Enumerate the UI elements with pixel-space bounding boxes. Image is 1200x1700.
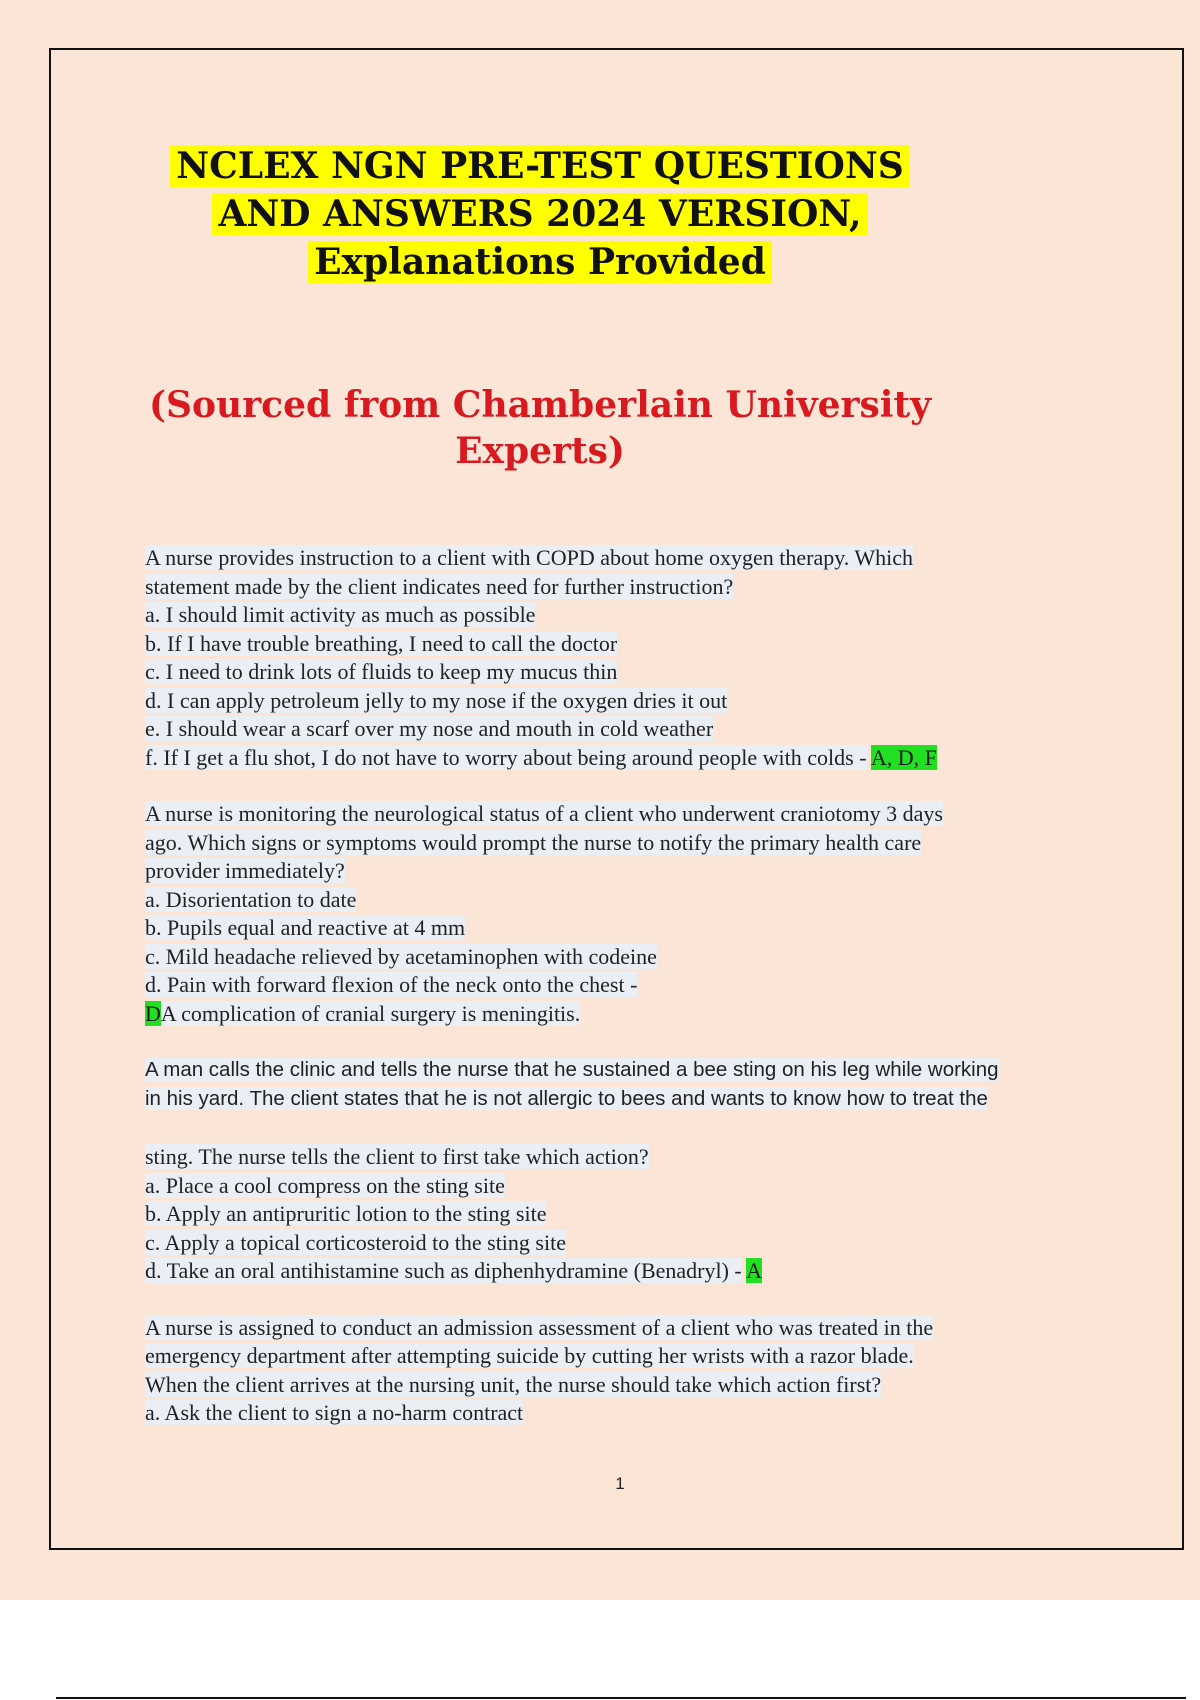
title-line-3: Explanations Provided: [100, 238, 980, 286]
correct-answer-highlight: A, D, F: [870, 744, 937, 770]
answer-option: d. Pain with forward flexion of the neck onto the chest -: [145, 972, 638, 997]
page-number: 1: [615, 1474, 625, 1493]
question-stem-line: provider immediately?: [145, 858, 345, 883]
question-stem-line: A man calls the clinic and tells the nurse that he sustained a bee sting on his leg while working: [145, 1058, 999, 1081]
answer-option: b. Apply an antipruritic lotion to the sting site: [145, 1201, 547, 1226]
answer-option: c. Mild headache relieved by acetaminophen with codeine: [145, 943, 657, 969]
answer-option: a. I should limit activity as much as possible: [145, 602, 536, 627]
question-stem-line: sting. The nurse tells the client to first take which action?: [145, 1144, 649, 1169]
correct-answer-highlight: D: [145, 1000, 161, 1026]
question-2: [145, 800, 1095, 1028]
question-3: [145, 1056, 1095, 1286]
document-title: [100, 142, 980, 286]
title-line-1: NCLEX NGN PRE-TEST QUESTIONS: [100, 142, 980, 190]
subtitle-line-2: Experts): [455, 430, 625, 472]
correct-answer-highlight: A: [746, 1258, 762, 1283]
answer-option: a. Place a cool compress on the sting site: [145, 1172, 505, 1198]
bottom-divider: [56, 1697, 1186, 1699]
question-stem-line: ago. Which signs or symptoms would prompt the nurse to notify the primary health care: [145, 829, 922, 855]
question-stem-line: A nurse is monitoring the neurological status of a client who underwent craniotomy 3 days: [145, 801, 943, 826]
document-subtitle: [100, 382, 980, 474]
page-break-gap: [145, 1113, 1095, 1143]
answer-option: f. If I get a flu shot, I do not have to worry about being around people with colds - A, D, F: [145, 744, 937, 770]
answer-option: a. Disorientation to date: [145, 886, 357, 912]
answer-explanation: DA complication of cranial surgery is meningitis.: [145, 1000, 581, 1026]
answer-option: d. I can apply petroleum jelly to my nose if the oxygen dries it out: [145, 687, 728, 713]
title-line-2: AND ANSWERS 2024 VERSION,: [100, 190, 980, 238]
question-stem-line: statement made by the client indicates need for further instruction?: [145, 573, 734, 599]
question-stem-line: When the client arrives at the nursing unit, the nurse should take which action first?: [145, 1371, 882, 1397]
answer-option: b. If I have trouble breathing, I need to call the doctor: [145, 630, 618, 656]
question-stem-line: in his yard. The client states that he is not allergic to bees and wants to know how to treat the: [145, 1086, 988, 1110]
answer-option: e. I should wear a scarf over my nose and mouth in cold weather: [145, 716, 714, 741]
question-1: [145, 544, 1095, 772]
question-stem-line: A nurse provides instruction to a client with COPD about home oxygen therapy. Which: [145, 545, 914, 570]
answer-option: a. Ask the client to sign a no-harm contract: [145, 1400, 524, 1425]
question-stem-line: emergency department after attempting suicide by cutting her wrists with a razor blade.: [145, 1343, 914, 1368]
subtitle-line-1: (Sourced from Chamberlain University: [149, 384, 931, 426]
question-stem-line: A nurse is assigned to conduct an admission assessment of a client who was treated in the: [145, 1314, 934, 1340]
answer-option: b. Pupils equal and reactive at 4 mm: [145, 915, 466, 940]
answer-option: c. I need to drink lots of fluids to keep my mucus thin: [145, 659, 618, 684]
question-list: [145, 544, 1095, 1456]
question-4: [145, 1314, 1095, 1428]
answer-option: d. Take an oral antihistamine such as diphenhydramine (Benadryl) - A: [145, 1258, 762, 1283]
answer-option: c. Apply a topical corticosteroid to the sting site: [145, 1229, 566, 1255]
